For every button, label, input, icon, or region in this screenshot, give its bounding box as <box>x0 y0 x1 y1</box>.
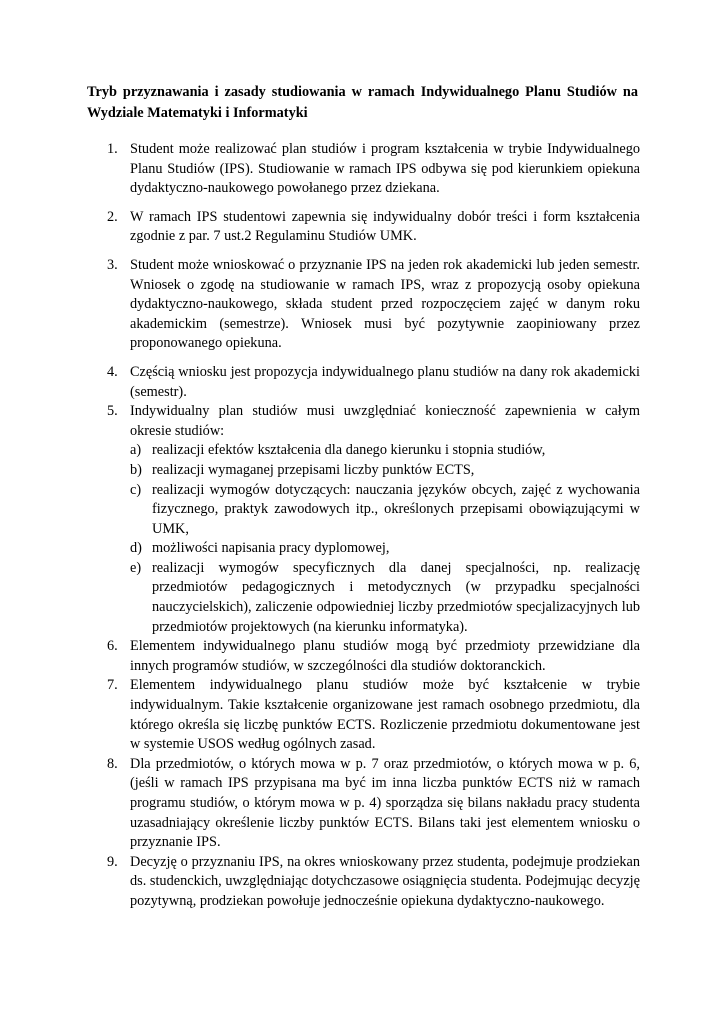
item-text: Student może wnioskować o przyznanie IPS na jeden rok akademicki lub jeden semestr. Wniosek o zgodę na studiowanie w ramach IPS, wraz z propozycją osoby opiekuna dydaktyczno-naukowego, składa student przed rozpoczęciem zajęć w danym roku akademickim (semestrze). Wniosek musi być pozytywnie zaopiniowany przez proponowanego opiekuna. <box>130 256 640 352</box>
list-item <box>107 676 640 754</box>
list-item <box>107 256 640 354</box>
list-item <box>107 208 640 247</box>
sub-item-letter: c) <box>130 481 142 498</box>
sub-list-item <box>130 441 640 461</box>
item-text: Decyzję o przyznaniu IPS, na okres wnioskowany przez studenta, podejmuje prodziekan ds. studenckich, uwzględniając dotychczasowe osiągnięcia studenta. Podejmując decyzję pozytywną, prodziekan powołuje jednocześnie opiekuna dydaktyczno-naukowego. <box>130 853 640 909</box>
item-text: Częścią wniosku jest propozycja indywidualnego planu studiów na dany rok akademicki (semestr). <box>130 363 640 400</box>
list-item <box>107 363 640 402</box>
sub-item-text: realizacji wymogów specyficznych dla danej specjalności, np. realizację przedmiotów pedagogicznych i metodycznych (w przypadku specjalności nauczycielskich), zaliczenie odpowiedniej liczby przedmiotów specjalizacyjnych lub przedmiotów projektowych (na kierunku informatyka). <box>152 559 640 635</box>
item-number: 9. <box>107 853 118 870</box>
sub-item-letter: a) <box>130 442 142 459</box>
list-item <box>107 402 640 637</box>
sub-item-letter: b) <box>130 461 142 478</box>
item-text: Student może realizować plan studiów i program kształcenia w trybie Indywidualnego Planu Studiów (IPS). Studiowanie w ramach IPS odbywa się pod kierunkiem opiekuna dydaktyczno-naukowego powołanego przez dziekana. <box>130 141 640 197</box>
item-text: Dla przedmiotów, o których mowa w p. 7 oraz przedmiotów, o których mowa w p. 6, (jeśli w ramach IPS przypisana ma być im inna liczba punktów ECTS niż w ramach programu studiów, o którym mowa w p. 4) sporządza się bilans nakładu pracy studenta uzasadniający określenie liczby punktów ECTS. Bilans taki jest elementem wniosku o przyznanie IPS. <box>130 755 640 851</box>
sub-list-item <box>130 559 640 637</box>
item-number: 5. <box>107 403 118 420</box>
sub-item-text: realizacji efektów kształcenia dla danego kierunku i stopnia studiów, <box>152 442 546 459</box>
item-number: 6. <box>107 638 118 655</box>
sub-item-text: możliwości napisania pracy dyplomowej, <box>152 540 390 557</box>
item-text: W ramach IPS studentowi zapewnia się indywidualny dobór treści i form kształcenia zgodnie z par. 7 ust.2 Regulaminu Studiów UMK. <box>130 208 640 245</box>
item-number: 7. <box>107 677 118 694</box>
item-text: Elementem indywidualnego planu studiów może być kształcenie w trybie indywidualnym. Takie kształcenie organizowane jest ramach osobnego przedmiotu, dla którego określa się liczbę punktów ECTS. Rozliczenie przedmiotu dokumentowane jest w systemie USOS według ogólnych zasad. <box>130 677 640 753</box>
sub-item-text: realizacji wymaganej przepisami liczby punktów ECTS, <box>152 461 475 478</box>
sub-list-item <box>130 461 640 481</box>
item-text: Elementem indywidualnego planu studiów mogą być przedmioty przewidziane dla innych programów studiów, w szczególności dla studiów doktoranckich. <box>130 638 640 674</box>
sub-item-letter: e) <box>130 559 142 576</box>
list-item <box>107 140 640 199</box>
item-number: 2. <box>107 208 118 225</box>
sub-list <box>130 441 640 637</box>
sub-list-item <box>130 481 640 540</box>
item-number: 3. <box>107 256 118 273</box>
item-text: Indywidualny plan studiów musi uwzględniać konieczność zapewnienia w całym okresie studiów: <box>130 403 640 439</box>
item-number: 8. <box>107 755 118 772</box>
item-number: 1. <box>107 141 118 157</box>
list-item <box>107 637 640 676</box>
list-item <box>107 755 640 853</box>
list-item <box>107 853 640 912</box>
sub-list-item <box>130 539 640 559</box>
sub-item-text: realizacji wymogów dotyczących: nauczania języków obcych, zajęć z wychowania fizycznego, praktyk zawodowych itp., określonych przepisami obowiązującymi w UMK, <box>152 481 640 537</box>
document-title: Tryb przyznawania i zasady studiowania w ramach Indywidualnego Planu Studiów na Wydziale Matematyki i Informatyki <box>87 84 638 121</box>
rules-list <box>107 140 640 912</box>
item-number: 4. <box>107 363 118 380</box>
sub-item-letter: d) <box>130 540 142 557</box>
